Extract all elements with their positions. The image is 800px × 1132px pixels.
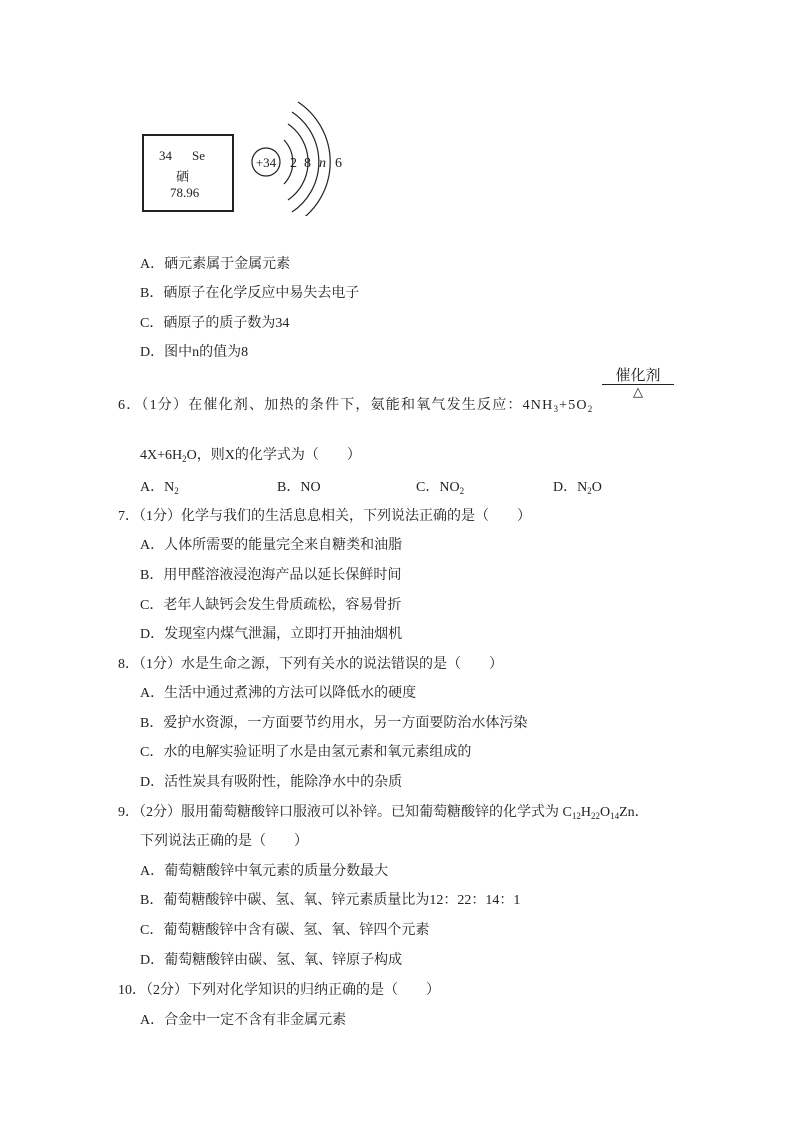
q6-stem-text: 6．（1分）在催化剂、加热的条件下，氨能和氧气发生反应： xyxy=(118,398,523,413)
reaction-condition xyxy=(600,366,676,399)
q7-option-a: A．人体所需要的能量完全来自糖类和油脂 xyxy=(140,538,403,553)
q9-option-c: C．葡萄糖酸锌中含有碳、氢、氧、锌四个元素 xyxy=(140,923,430,938)
q6-reactant-a: 4NH xyxy=(522,398,554,413)
q9-stem: 9．（2分）服用葡萄糖酸锌口服液可以补锌。已知葡萄糖酸锌的化学式为 $C_{12}H_{22}O_{14}Zn$． xyxy=(118,805,649,821)
q10-option-a: A．合金中一定不含有非金属元素 xyxy=(140,1013,347,1028)
q6-product-a: 4X+6H xyxy=(140,448,183,463)
q8-option-a: A．生活中通过煮沸的方法可以降低水的硬度 xyxy=(140,686,417,701)
atom-structure-diagram xyxy=(248,96,358,216)
q6-option-a: A．$N_2$ xyxy=(140,480,179,496)
shell-label-3: n xyxy=(319,156,326,171)
catalyst-label: 催化剂 xyxy=(615,366,661,384)
shell-label-4: 6 xyxy=(335,156,342,171)
q7-option-c: C．老年人缺钙会发生骨质疏松，容易骨折 xyxy=(140,598,402,613)
q9-option-b: B．葡萄糖酸锌中碳、氢、氧、锌元素质量比为12：22：14：1 xyxy=(140,893,521,908)
q6-reactant-b: +5O xyxy=(559,398,588,413)
q10-stem: 10．（2分）下列对化学知识的归纳正确的是（ ） xyxy=(118,983,440,998)
q5-option-a: A．硒元素属于金属元素 xyxy=(140,257,291,272)
atomic-mass: 78.96 xyxy=(170,185,200,200)
q6-products xyxy=(140,446,361,469)
q8-option-b: B．爱护水资源，一方面要节约用水，另一方面要防治水体污染 xyxy=(140,716,528,731)
element-symbol: Se xyxy=(192,148,205,163)
q5-option-c: C．硒原子的质子数为34 xyxy=(140,316,290,331)
q8-option-d: D．活性炭具有吸附性，能除净水中的杂质 xyxy=(140,775,403,790)
q9-option-d: D．葡萄糖酸锌由碳、氢、氧、锌原子构成 xyxy=(140,953,403,968)
q5-option-b: B．硒原子在化学反应中易失去电子 xyxy=(140,286,360,301)
heat-symbol: △ xyxy=(633,384,643,399)
atomic-number: 34 xyxy=(159,148,172,163)
q6-stem xyxy=(118,396,593,419)
q6-option-d: D．$N_2O$ xyxy=(553,480,602,496)
q9-option-a: A．葡萄糖酸锌中氧元素的质量分数最大 xyxy=(140,864,389,879)
q6-product-a-sub: 2 xyxy=(182,454,187,464)
q6-reactant-a-sub: 3 xyxy=(553,404,560,414)
element-name: 硒 xyxy=(176,169,190,184)
q6-product-b: O，则X的化学式为（ ） xyxy=(186,448,361,463)
q6-option-b: B．NO xyxy=(277,480,321,495)
q7-option-b: B．用甲醛溶液浸泡海产品以延长保鲜时间 xyxy=(140,568,402,583)
element-cell xyxy=(142,134,234,212)
nucleus-charge: +34 xyxy=(255,155,277,170)
shell-label-1: 2 xyxy=(290,156,297,171)
q7-stem: 7．（1分）化学与我们的生活息息相关，下列说法正确的是（ ） xyxy=(118,509,531,524)
q9-stem-text: 9．（2分）服用葡萄糖酸锌口服液可以补锌。已知葡萄糖酸锌的化学式为 xyxy=(118,805,563,820)
q8-option-c: C．水的电解实验证明了水是由氢元素和氧元素组成的 xyxy=(140,745,472,760)
q8-stem: 8．（1分）水是生命之源，下列有关水的说法错误的是（ ） xyxy=(118,657,503,672)
shell-label-2: 8 xyxy=(304,156,311,171)
q7-option-d: D．发现室内煤气泄漏，立即打开抽油烟机 xyxy=(140,627,403,642)
q6-reactant-b-sub: 2 xyxy=(587,404,594,414)
q6-option-c: C．$NO_2$ xyxy=(416,480,465,496)
q9-stem-2: 下列说法正确的是（ ） xyxy=(140,834,308,849)
q5-option-d: D．图中n的值为8 xyxy=(140,345,249,360)
